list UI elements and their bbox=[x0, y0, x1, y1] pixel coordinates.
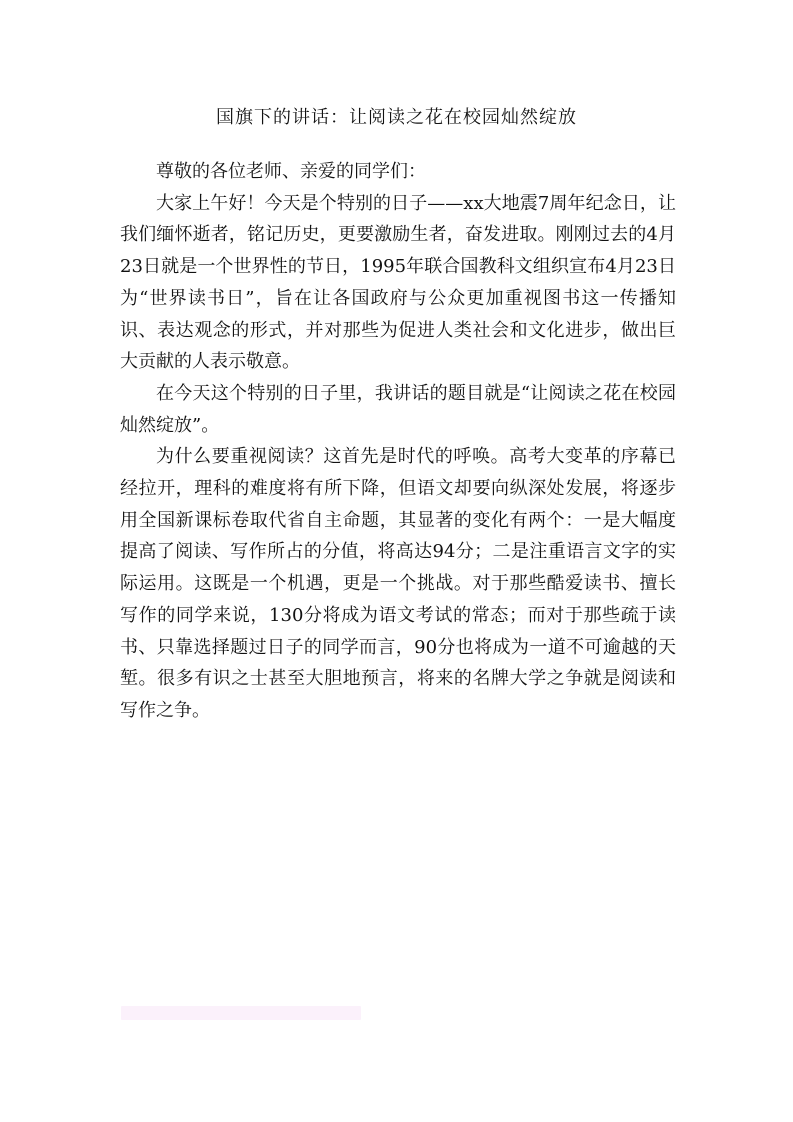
faint-watermark-stripe bbox=[121, 1006, 361, 1020]
document-title: 国旗下的讲话：让阅读之花在校园灿然绽放 bbox=[216, 107, 577, 128]
paragraph: 为什么要重视阅读？这首先是时代的呼唤。高考大变革的序幕已经拉开，理科的难度将有所下降，但语文却要向纵深处发展，将逐步用全国新课标卷取代省自主命题，其显著的变化有两个：一是大幅度提高了阅读、写作所占的分值，将高达94分；二是注重语言文字的实际运用。这既是一个机遇，更是一个挑战。对于那些酷爱读书、擅长写作的同学来说，130分将成为语文考试的常态；而对于那些疏于读书、只靠选择题过日子的同学而言，90分也将成为一道不可逾越的天堑。很多有识之士甚至大胆地预言，将来的名牌大学之争就是阅读和写作之争。 bbox=[120, 446, 676, 721]
paragraph: 在今天这个特别的日子里，我讲话的题目就是“让阅读之花在校园灿然绽放”。 bbox=[120, 382, 676, 436]
document-body bbox=[120, 156, 676, 727]
paragraph: 大家上午好！今天是个特别的日子——xx大地震7周年纪念日，让我们缅怀逝者，铭记历史，更要激励生者，奋发进取。刚刚过去的4月23日就是一个世界性的节日，1995年联合国教科文组织宣布4月23日为“世界读书日”，旨在让各国政府与公众更加重视图书这一传播知识、表达观念的形式，并对那些为促进人类社会和文化进步，做出巨大贡献的人表示敬意。 bbox=[120, 192, 676, 373]
paragraph-greeting: 尊敬的各位老师、亲爱的同学们： bbox=[156, 161, 426, 182]
